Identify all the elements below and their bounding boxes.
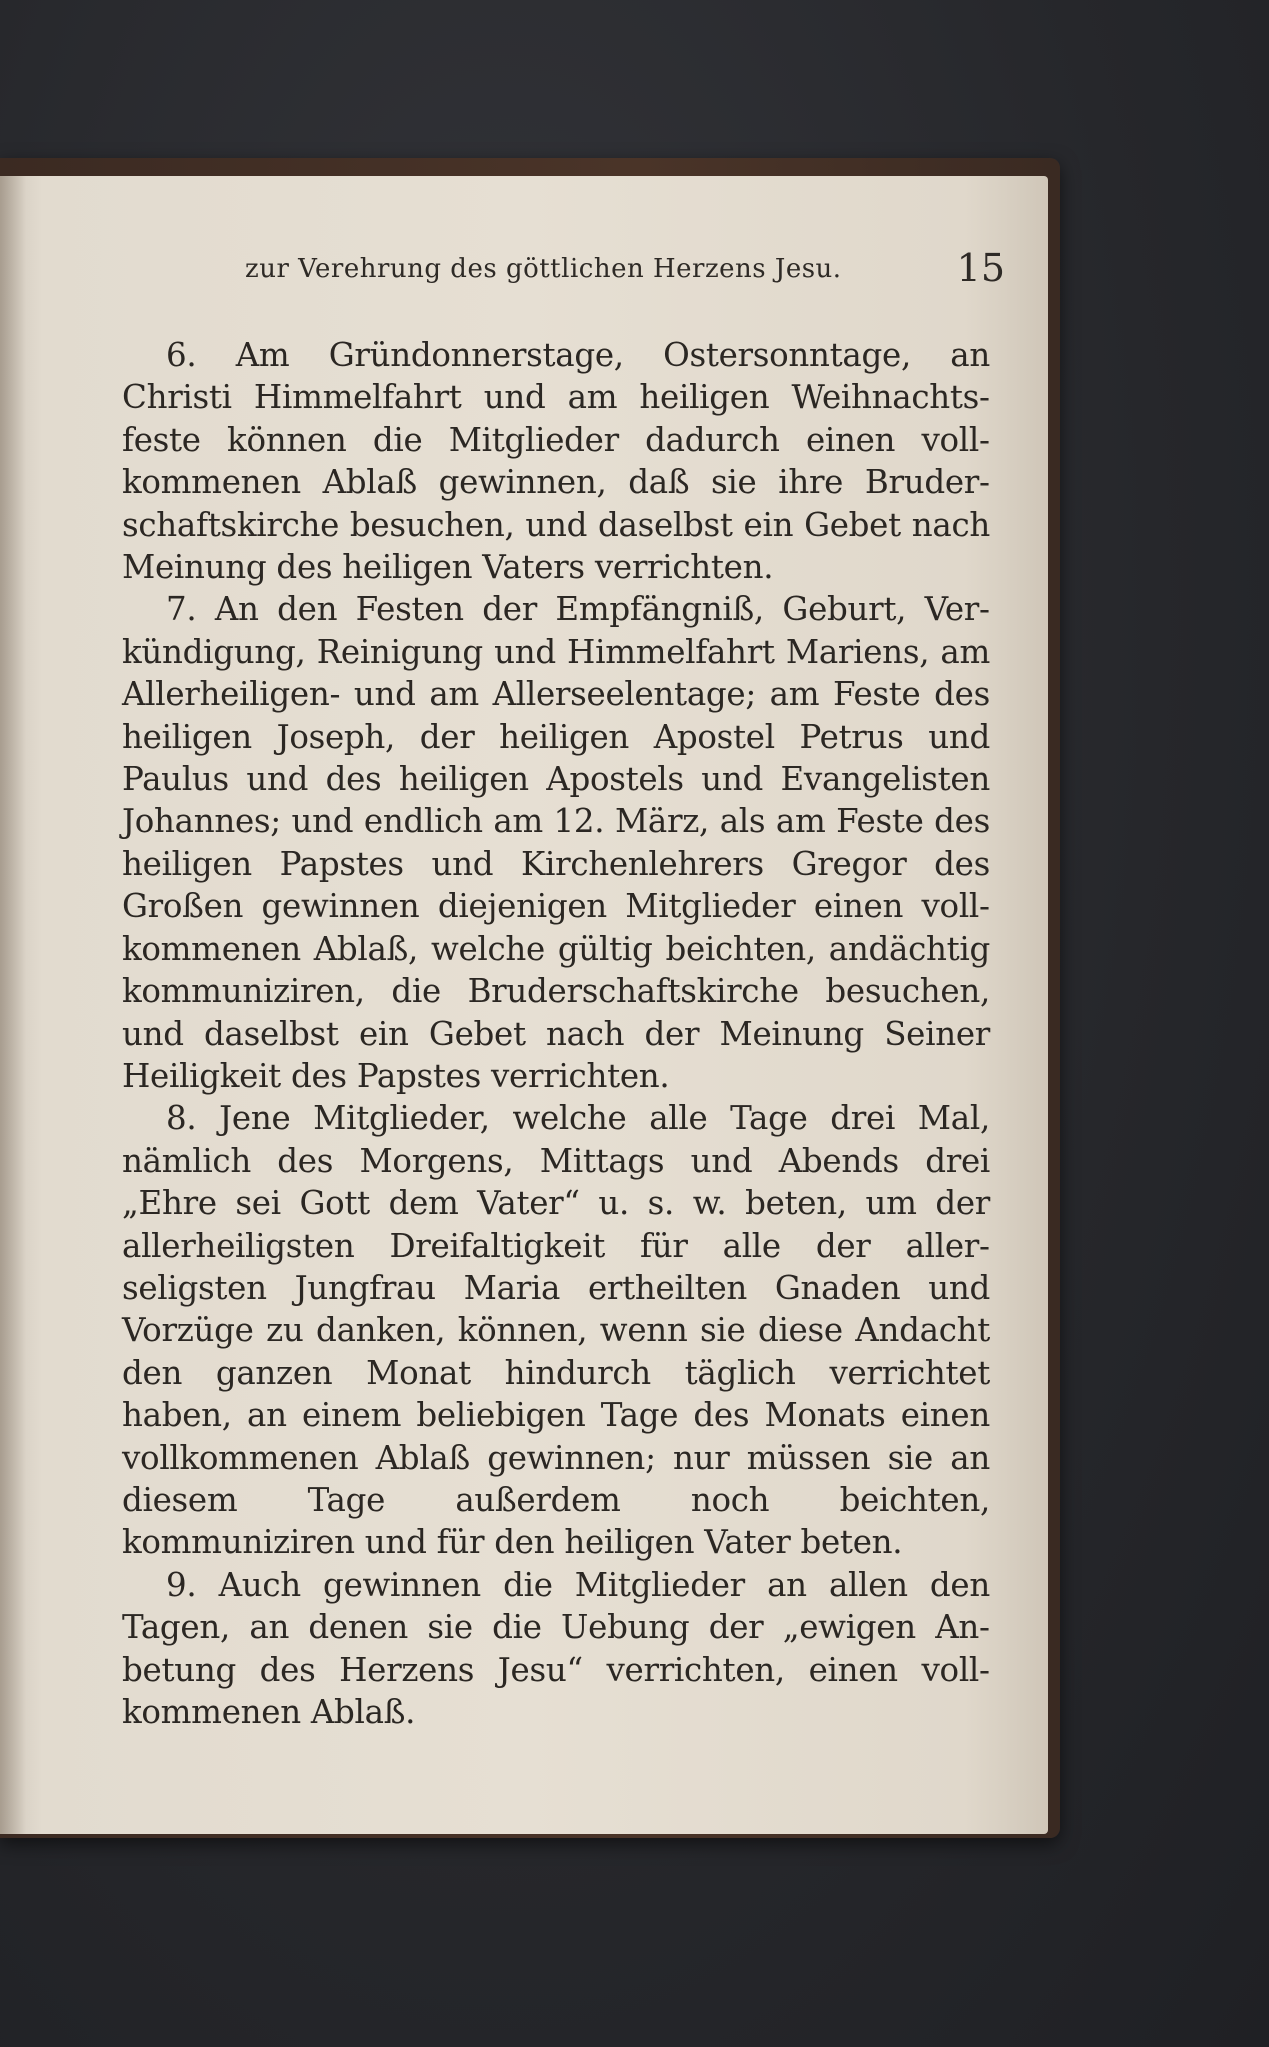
paragraph-6: 6. Am Gründonnerstage, Ostersonntage, an Christi Himmelfahrt und am heiligen Weihnachtsfeste können die Mitglieder dadurch einen vollkommenen Ablaß gewinnen, daß sie ihre Bruderschaftskirche besuchen, und daselbst ein Gebet nach Meinung des heiligen Vaters verrichten.	[122, 336, 990, 587]
book-page	[0, 176, 1048, 1834]
body-text	[122, 334, 990, 1733]
page-number: 15	[956, 246, 1005, 290]
paragraph-9: 9. Auch gewinnen die Mitglieder an allen den Tagen, an denen sie die Uebung der „ewigen Anbetung des Herzens Jesu“ verrichten, einen vollkommenen Ablaß.	[122, 1565, 990, 1731]
page-header	[245, 246, 1005, 298]
paragraph-8: 8. Jene Mitglieder, welche alle Tage drei Mal, nämlich des Morgens, Mittags und Abends drei „Ehre sei Gott dem Vater“ u. s. w. beten, um der allerheiligsten Dreifaltigkeit für alle der allerseligsten Jungfrau Maria ertheilten Gnaden und Vorzüge zu danken, können, wenn sie diese Andacht den ganzen Monat hindurch täglich verrichtet haben, an einem beliebigen Tage des Monats einen vollkommenen Ablaß gewinnen; nur müssen sie an diesem Tage außerdem noch beichten, kommuniziren und für den heiligen Vater beten.	[122, 1099, 990, 1562]
paragraph-7: 7. An den Festen der Empfängniß, Geburt, Verkündigung, Reinigung und Himmelfahrt Mariens, am Allerheiligen- und am Allerseelentage; am Feste des heiligen Joseph, der heiligen Apostel Petrus und Paulus und des heiligen Apostels und Evangelisten Johannes; und endlich am 12. März, als am Feste des heiligen Papstes und Kirchenlehrers Gregor des Großen gewinnen diejenigen Mitglieder einen vollkommenen Ablaß, welche gültig beichten, andächtig kommuniziren, die Bruderschaftskirche besuchen, und daselbst ein Gebet nach der Meinung Seiner Heiligkeit des Papstes verrichten.	[122, 590, 990, 1095]
running-head: zur Verehrung des göttlichen Herzens Jesu.	[245, 254, 842, 284]
